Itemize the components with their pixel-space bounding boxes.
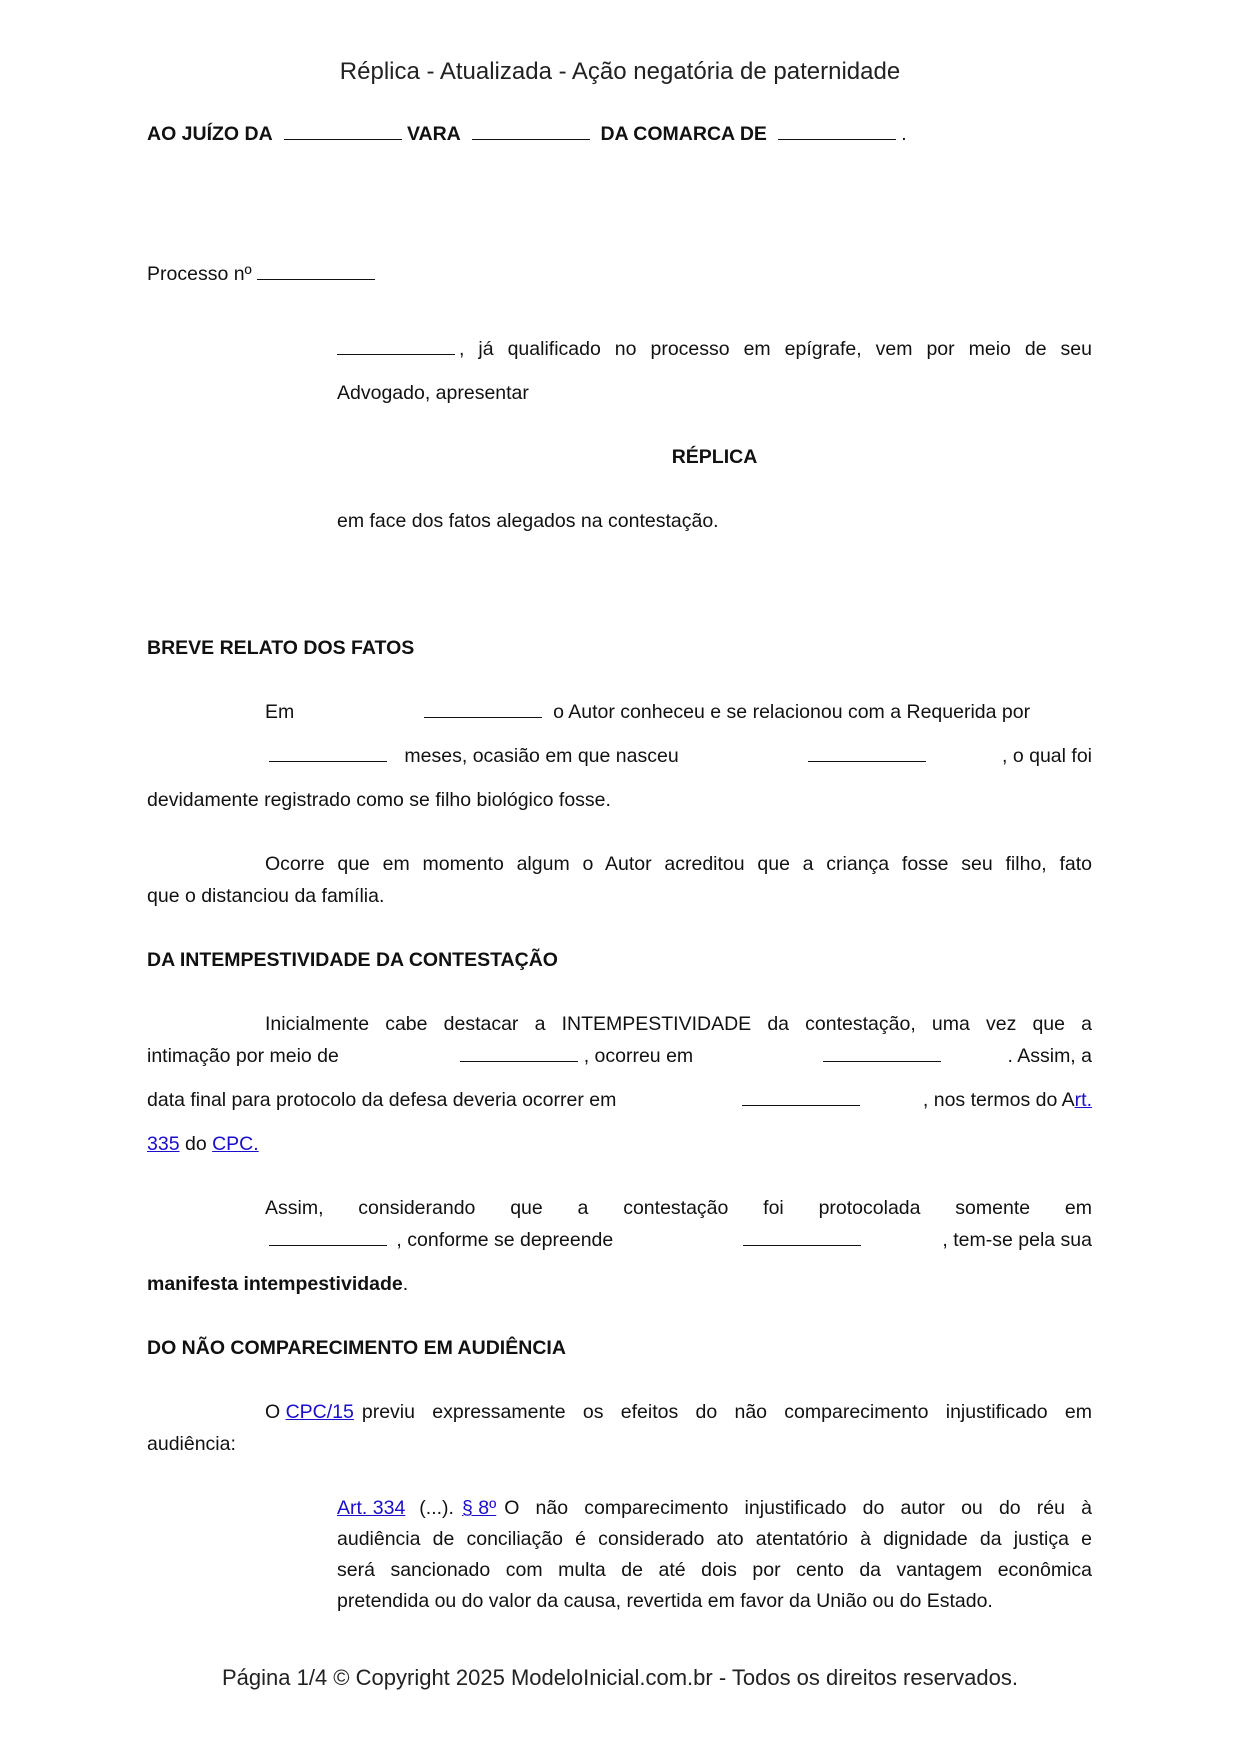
- relato-line-2: [269, 744, 1092, 768]
- audiencia-text2: audiência:: [147, 1433, 236, 1455]
- blank-field[interactable]: [778, 123, 896, 140]
- intemp-p2-line-2: [269, 1228, 1092, 1252]
- face-text: em face dos fatos alegados na contestação.: [337, 510, 719, 532]
- article-334-link[interactable]: Art. 334: [337, 1497, 406, 1519]
- intemp-l2b: , ocorreu em: [583, 1045, 694, 1067]
- relato-e2: que o distanciou da família.: [147, 885, 385, 907]
- intemp-p2-line-3: [147, 1272, 408, 1296]
- intemp-p2end: .: [402, 1273, 409, 1295]
- relato-b: meses, ocasião em que nasceu: [404, 745, 679, 767]
- relato-line-1: [265, 700, 1090, 724]
- cpc-link[interactable]: CPC.: [212, 1133, 259, 1155]
- intro-text-1: , já qualificado no processo em epígrafe, vem por meio de seu: [459, 338, 1092, 360]
- quote-line-1: [337, 1496, 1092, 1520]
- relato-em: Em: [265, 701, 295, 723]
- relato-d: devidamente registrado como se filho biológico fosse.: [147, 789, 611, 811]
- intemp-line-3: [147, 1088, 1092, 1112]
- blank-field[interactable]: [823, 1045, 941, 1062]
- article-335-link[interactable]: rt.: [1074, 1089, 1092, 1111]
- quote-mid: (...).: [419, 1497, 454, 1519]
- quote-q4: pretendida ou do valor da causa, revertida em favor da União ou do Estado.: [337, 1590, 993, 1612]
- section-heading-relato: BREVE RELATO DOS FATOS: [147, 637, 415, 659]
- blank-field[interactable]: [472, 123, 590, 140]
- intemp-p2bold: manifesta intempestividade: [147, 1273, 403, 1295]
- page-header: Réplica - Atualizada - Ação negatória de paternidade: [339, 58, 901, 85]
- section-heading-intempestividade: DA INTEMPESTIVIDADE DA CONTESTAÇÃO: [147, 949, 558, 971]
- blank-field[interactable]: [269, 1229, 387, 1246]
- intemp-l3b: , nos termos do A: [922, 1089, 1075, 1111]
- addressee-juizo: AO JUÍZO DA: [147, 123, 273, 145]
- intemp-p2c: , tem-se pela sua: [942, 1229, 1092, 1251]
- addressee-end: .: [901, 123, 907, 145]
- quote-q1: O não comparecimento injustificado do autor ou do réu à: [504, 1497, 1092, 1519]
- blank-field[interactable]: [284, 123, 402, 140]
- intemp-l4do: do: [184, 1133, 207, 1155]
- blank-field[interactable]: [743, 1229, 861, 1246]
- blank-field[interactable]: [257, 263, 375, 280]
- intemp-line-2: [147, 1044, 1092, 1068]
- relato-c: , o qual foi: [1002, 745, 1092, 767]
- blank-field[interactable]: [742, 1089, 860, 1106]
- audiencia-line-1: [265, 1400, 1092, 1424]
- intemp-l3a: data final para protocolo da defesa deveria ocorrer em: [147, 1089, 617, 1111]
- blank-field[interactable]: [337, 338, 455, 355]
- relato-e1: Ocorre que em momento algum o Autor acreditou que a criança fosse seu filho, fato: [265, 853, 1092, 875]
- audiencia-text1: previu expressamente os efeitos do não comparecimento injustificado em: [361, 1401, 1092, 1423]
- intemp-p2b: , conforme se depreende: [396, 1229, 614, 1251]
- process-number: [147, 262, 375, 286]
- page-footer: Página 1/4 © Copyright 2025 ModeloInicial.com.br - Todos os direitos reservados.: [222, 1665, 1018, 1690]
- audiencia-o: O: [265, 1401, 281, 1423]
- document-title: RÉPLICA: [671, 446, 758, 468]
- article-335-number-link[interactable]: 335: [147, 1133, 180, 1155]
- blank-field[interactable]: [269, 745, 387, 762]
- intemp-l2c: . Assim, a: [1007, 1045, 1092, 1067]
- addressee-comarca: DA COMARCA DE: [600, 123, 767, 145]
- relato-a: o Autor conheceu e se relacionou com a Requerida por: [553, 701, 1031, 723]
- intemp-l1: Inicialmente cabe destacar a INTEMPESTIVIDADE da contestação, uma vez que a: [265, 1013, 1092, 1035]
- addressee-line: [147, 122, 1047, 146]
- blank-field[interactable]: [808, 745, 926, 762]
- section-heading-audiencia: DO NÃO COMPARECIMENTO EM AUDIÊNCIA: [147, 1337, 566, 1359]
- process-label: Processo nº: [147, 263, 252, 285]
- blank-field[interactable]: [424, 701, 542, 718]
- quote-q3: será sancionado com multa de até dois por cento da vantagem econômica: [337, 1559, 1092, 1581]
- paragraph-8-link[interactable]: § 8º: [461, 1497, 497, 1519]
- blank-field[interactable]: [460, 1045, 578, 1062]
- cpc15-link[interactable]: CPC/15: [285, 1401, 354, 1423]
- intro-text-2: Advogado, apresentar: [337, 382, 529, 404]
- intro-line-1: [337, 337, 1092, 361]
- intemp-line-4: [147, 1132, 259, 1156]
- addressee-vara: VARA: [406, 123, 461, 145]
- intemp-l2a: intimação por meio de: [147, 1045, 339, 1067]
- quote-q2: audiência de conciliação é considerado ato atentatório à dignidade da justiça e: [337, 1528, 1092, 1550]
- intemp-p2a: Assim, considerando que a contestação foi protocolada somente em: [265, 1197, 1092, 1219]
